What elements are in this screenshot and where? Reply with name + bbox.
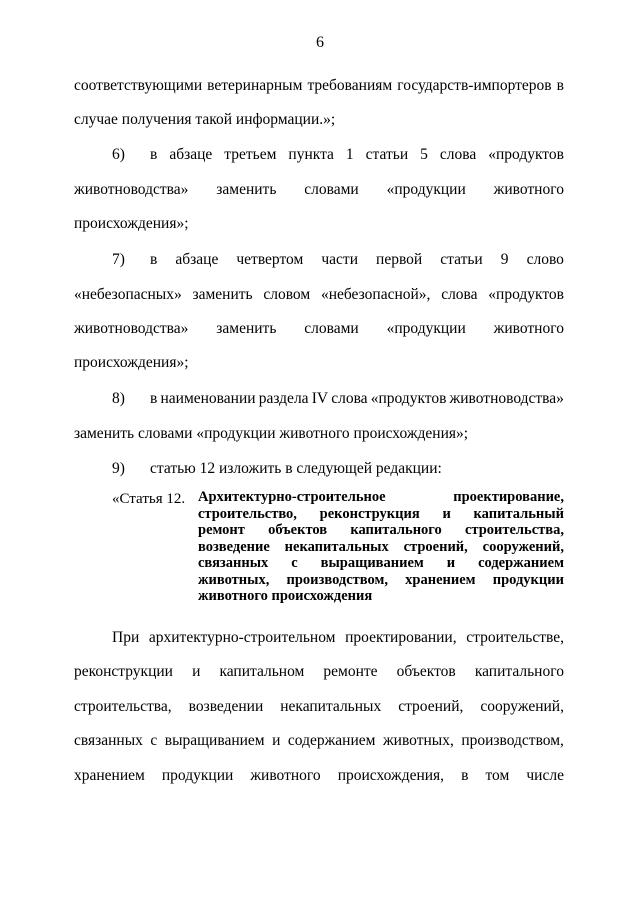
paragraph-line [74,285,564,305]
word: статьи [440,251,483,268]
paragraph-line [112,628,564,648]
word: и [192,663,201,680]
word: строений, [398,698,464,715]
paragraph-line: происхождения»; [74,354,189,371]
paragraph-line [74,697,564,717]
word: и [272,732,281,749]
paragraph-line: заменить словами «продукции животного происхождения»; [74,425,469,442]
article-label: «Статья 12. [112,491,186,507]
word: четвертом [236,251,304,268]
word: с [291,555,298,571]
word: некапитальных [284,538,389,555]
word: проектировании, [345,629,457,646]
list-item-text: статью 12 изложить в следующей редакции: [150,460,442,477]
paragraph-line [74,766,564,786]
word: реконструкции [74,663,173,680]
word: содержанием [478,555,564,571]
word: хранением [405,571,476,588]
word: животных, [198,571,270,588]
word: и [446,555,456,571]
paragraph-line: случае получения такой информации.»; [74,111,336,128]
word: в [150,146,158,163]
paragraph-line [74,180,564,200]
word: «небезопасной», [320,286,431,303]
word: 9 [500,251,509,268]
word: 5 [420,146,428,163]
word: сооружений, [482,538,564,555]
word: словами [304,320,359,337]
word: «небезопасных» [74,286,182,303]
word: объектов [268,522,328,538]
word: первой [376,251,423,268]
word: производством, [286,571,389,588]
article-title-line [198,555,564,572]
word: строительство, [198,505,297,522]
word: в [461,767,469,784]
article-title-line [198,572,564,589]
word: продукции [161,767,234,784]
word: происхождения, [337,767,445,784]
word: заменить [192,286,253,303]
word: том [485,767,510,784]
word: в [150,390,158,407]
paragraph-line: происхождения»; [74,215,189,232]
word: 1 [345,146,354,163]
word: «продуктов [370,390,447,407]
word: строений, [403,538,468,555]
word: животноводства» [74,181,189,198]
word: числе [526,767,564,784]
list-item-number: 8) [112,390,125,407]
word: производством, [461,732,564,749]
word: части [321,251,358,268]
word: требованиям [307,77,393,94]
word: животного [250,767,321,784]
word: капитального [474,663,564,680]
paragraph-line [74,319,564,339]
word: словом [263,286,311,303]
word: ремонте [323,663,378,680]
word: статьи [365,146,409,163]
word: слово [526,251,564,268]
word: продукции [492,571,564,588]
word: проектирование, [453,489,564,505]
word: сооружений, [480,698,564,715]
list-item-text [150,250,564,270]
word: IV [311,390,329,407]
word: капитального [350,522,442,538]
word: заменить [216,181,277,198]
article-title-line [198,489,564,506]
word: слова [439,146,477,163]
word: строительства, [74,698,172,715]
page-number: 6 [316,34,324,51]
word: наименовании [160,390,256,407]
word: хранением [74,767,145,784]
word: содержанием [287,732,376,749]
list-item-number: 6) [112,146,125,163]
word: соответствующими [74,77,203,94]
paragraph-line [74,662,564,682]
list-item-number: 9) [112,460,125,477]
word: третьем [224,146,277,163]
word: и [442,505,451,522]
word: слова [331,390,368,407]
word: «продукции [386,181,466,198]
word: выращиванием [320,555,424,571]
word: раздела [258,390,309,407]
word: объектов [396,663,456,680]
word: «продукции [386,320,466,337]
article-title-line [198,506,564,523]
word: При [112,629,140,646]
word: Архитектурно-строительное [198,489,386,505]
word: реконструкция [319,505,420,522]
word: архитектурно-строительном [148,629,336,646]
article-title [198,489,564,605]
word: выращиванием [164,732,265,749]
word: заменить [216,320,277,337]
article-title-line [198,588,564,605]
list-item-text [150,145,564,165]
word: животноводства» [74,320,189,337]
word: возведении [188,698,264,715]
word: связанных [74,732,143,749]
paragraph-line [74,76,564,96]
word: с [150,732,158,749]
word: в [556,77,564,94]
paragraph-line [74,731,564,751]
word: возведение [198,538,270,555]
word: ветеринарным [207,77,303,94]
word: животного [493,181,564,198]
word: капитальном [219,663,305,680]
word: государств-импортеров [397,77,552,94]
word: абзаце [175,251,219,268]
word: строительства, [464,522,564,538]
word: животного [493,320,564,337]
word: некапитальных [280,698,382,715]
word: животного происхождения [198,588,373,604]
word: пункта [288,146,334,163]
list-item-number: 7) [112,251,125,268]
list-item-text [150,389,564,409]
word: слова [441,286,478,303]
word: животноводства» [449,390,564,407]
word: словами [304,181,359,198]
article-title-line [198,522,564,539]
word: «продуктов [488,286,564,303]
word: капитальный [473,505,564,522]
article-title-line [198,539,564,556]
word: в [150,251,158,268]
word: связанных [198,555,269,571]
word: ремонт [198,522,245,538]
word: строительстве, [466,629,564,646]
word: абзаце [169,146,213,163]
word: животных, [382,732,454,749]
word: «продуктов [488,146,564,163]
